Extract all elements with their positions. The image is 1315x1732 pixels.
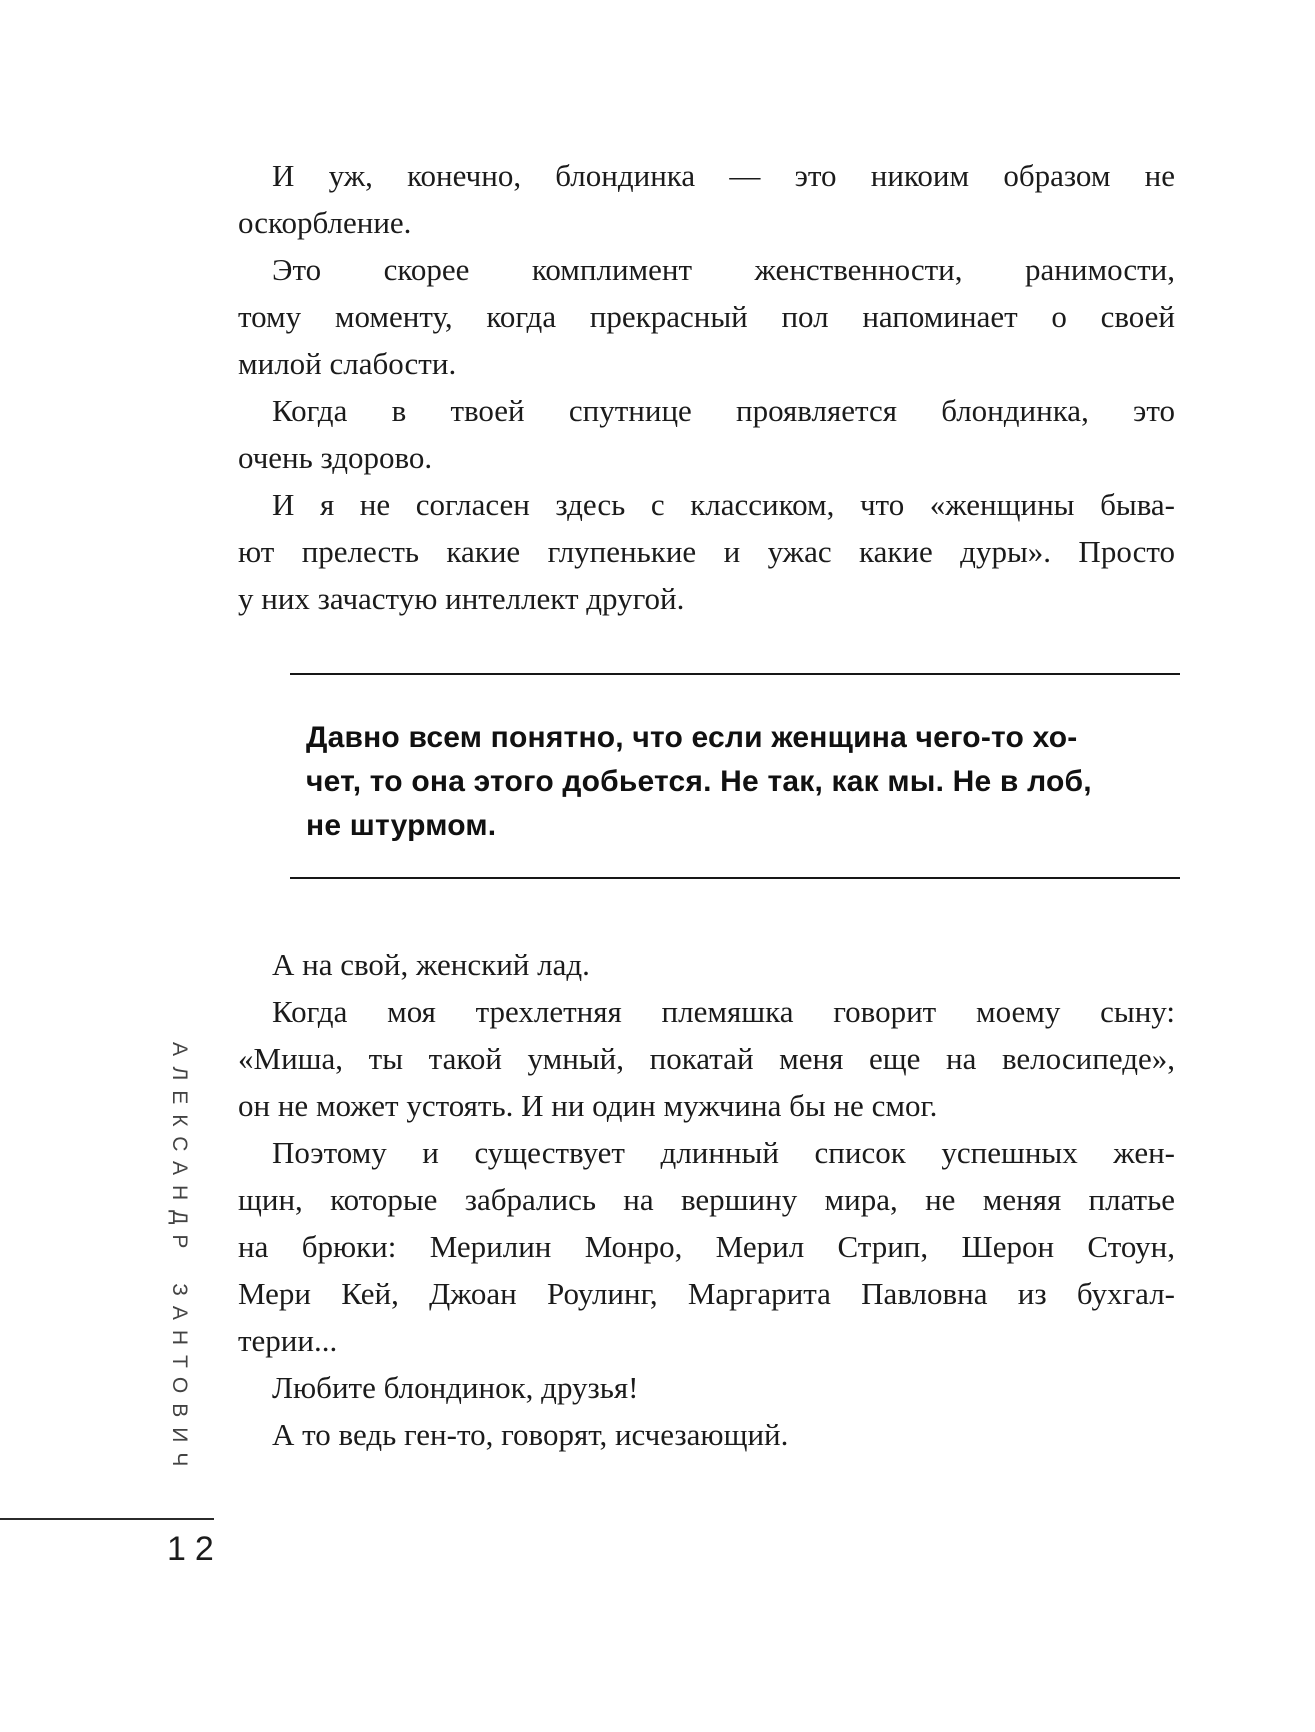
text-line: А на свой, женский лад.: [272, 947, 590, 982]
text-line: ют прелесть какие глупенькие и ужас какие дуры». Просто: [238, 534, 1175, 569]
quote-line: Давно всем понятно, что если женщина чего-то хо-: [306, 721, 1078, 754]
footer-divider: [0, 1518, 214, 1520]
intro-paragraphs: [238, 152, 1175, 622]
pull-quote: [306, 716, 1178, 848]
text-line: на брюки: Мерилин Монро, Мерил Стрип, Шерон Стоун,: [238, 1229, 1175, 1264]
text-line: щин, которые забрались на вершину мира, не меняя платье: [238, 1182, 1175, 1217]
text-line: Поэтому и существует длинный список успешных жен-: [272, 1135, 1175, 1170]
quote-divider-bottom: [290, 877, 1180, 879]
text-line: Любите блондинок, друзья!: [272, 1370, 639, 1405]
paragraph: [238, 246, 1175, 387]
text-line: И уж, конечно, блондинка — это никоим образом не: [272, 158, 1175, 193]
text-line: очень здорово.: [238, 440, 433, 475]
outro-paragraphs: [238, 941, 1175, 1458]
paragraph: [238, 1129, 1175, 1364]
paragraph: [238, 941, 1175, 988]
text-line: терии...: [238, 1323, 338, 1358]
quote-line: чет, то она этого добьется. Не так, как мы. Не в лоб,: [306, 765, 1092, 798]
text-line: милой слабости.: [238, 346, 457, 381]
text-line: А то ведь ген-то, говорят, исчезающий.: [272, 1417, 789, 1452]
text-line: И я не согласен здесь с классиком, что «женщины быва-: [272, 487, 1175, 522]
paragraph: [238, 988, 1175, 1129]
text-line: Когда моя трехлетняя племяшка говорит моему сыну:: [272, 994, 1175, 1029]
paragraph: [238, 152, 1175, 246]
text-line: у них зачастую интеллект другой.: [238, 581, 685, 616]
paragraph: [238, 481, 1175, 622]
text-line: Это скорее комплимент женственности, ранимости,: [272, 252, 1175, 287]
text-line: «Миша, ты такой умный, покатай меня еще на велосипеде»,: [238, 1041, 1175, 1076]
quote-divider-top: [290, 673, 1180, 675]
page-number: 12: [167, 1530, 223, 1568]
text-line: Мери Кей, Джоан Роулинг, Маргарита Павловна из бухгал-: [238, 1276, 1175, 1311]
author-spine-vertical-text: АЛЕКСАНДР ЗАНТОВИЧ: [168, 1042, 191, 1477]
text-line: оскорбление.: [238, 205, 412, 240]
paragraph: [238, 1411, 1175, 1458]
quote-line: не штурмом.: [306, 809, 497, 842]
text-line: Когда в твоей спутнице проявляется блондинка, это: [272, 393, 1175, 428]
paragraph: [238, 387, 1175, 481]
paragraph: [238, 1364, 1175, 1411]
text-line: он не может устоять. И ни один мужчина бы не смог.: [238, 1088, 938, 1123]
text-line: тому моменту, когда прекрасный пол напоминает о своей: [238, 299, 1175, 334]
